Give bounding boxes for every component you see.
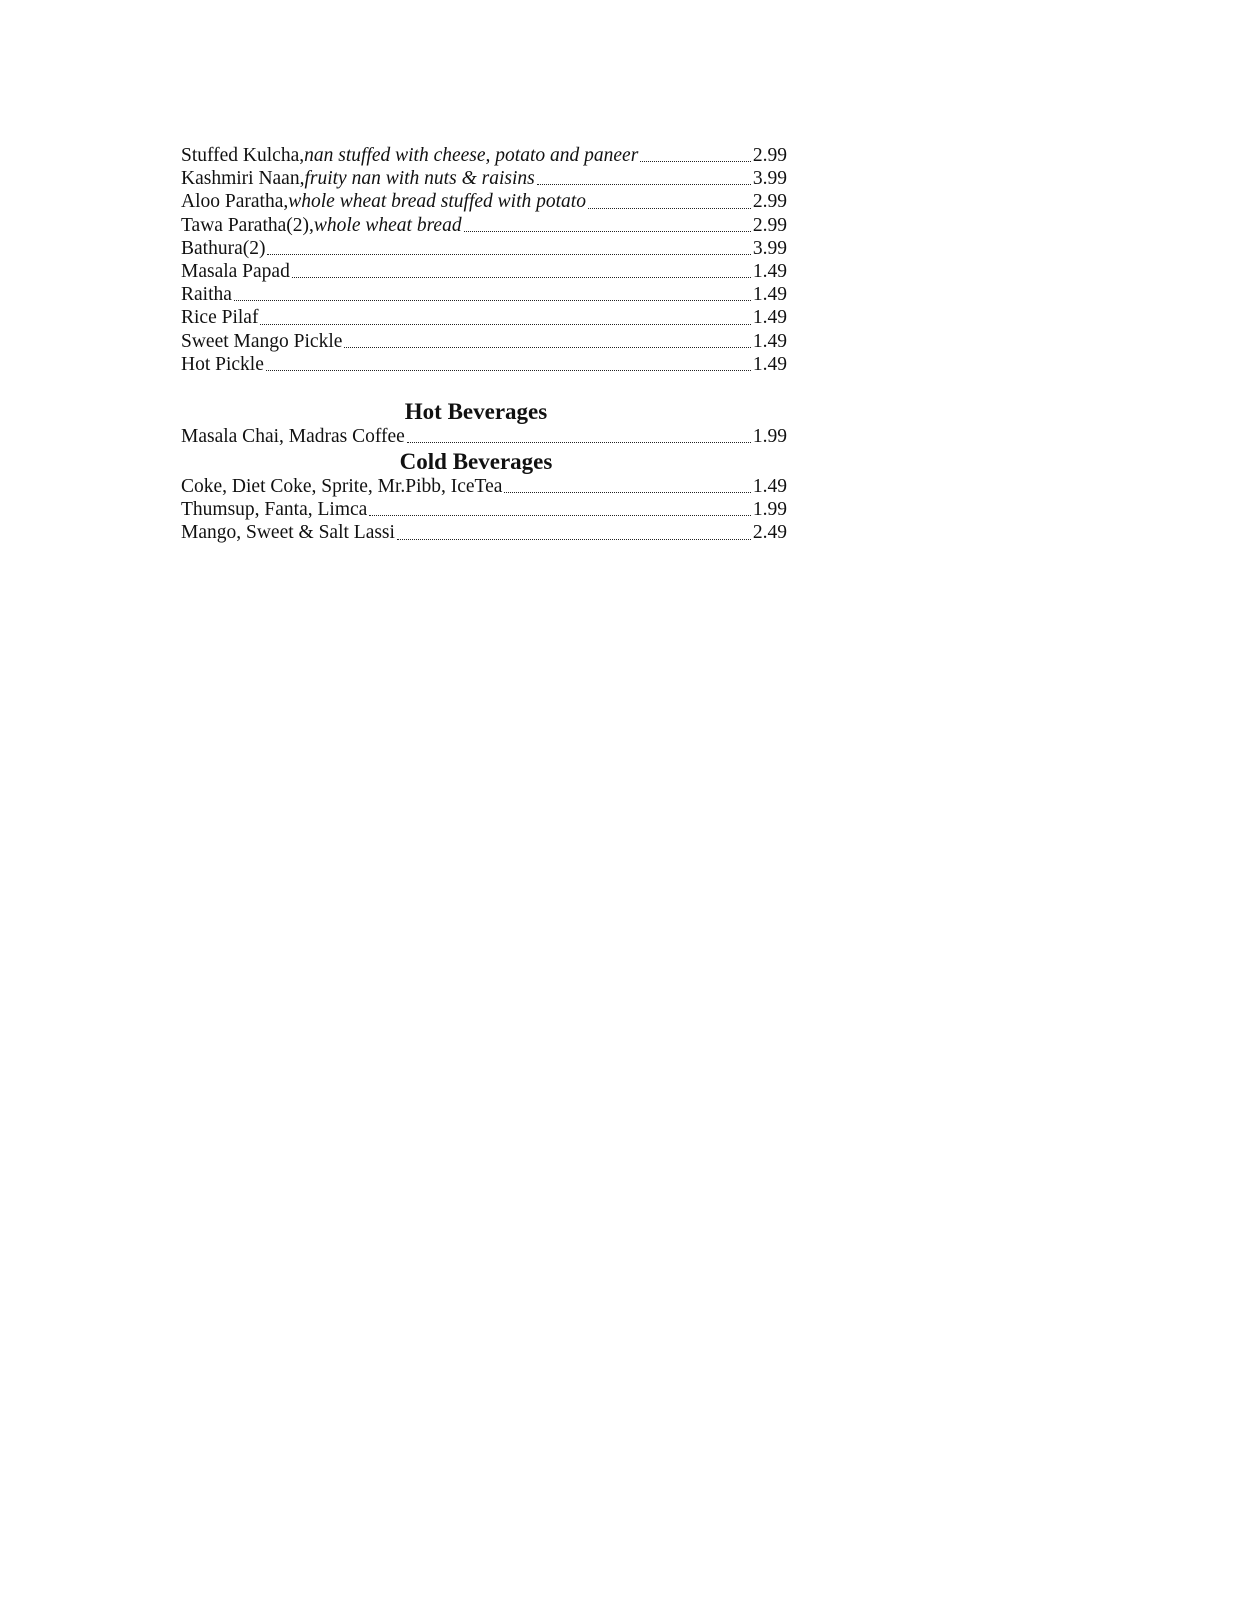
cold-beverages-heading: Cold Beverages bbox=[399, 449, 553, 475]
item-description: fruity nan with nuts & raisins bbox=[304, 168, 535, 190]
dot-leader bbox=[234, 283, 751, 306]
menu-item bbox=[181, 306, 787, 329]
menu-item bbox=[181, 330, 787, 353]
item-name: Rice Pilaf bbox=[181, 307, 259, 329]
dot-leader bbox=[407, 425, 751, 448]
menu-item bbox=[181, 475, 787, 498]
menu-item bbox=[181, 237, 787, 260]
hot-beverages-heading: Hot Beverages bbox=[404, 398, 548, 424]
menu-item bbox=[181, 144, 787, 167]
dot-leader bbox=[588, 190, 751, 213]
dot-leader bbox=[504, 475, 750, 498]
item-name: Masala Chai, Madras Coffee bbox=[181, 425, 405, 447]
dot-leader bbox=[464, 214, 751, 237]
dot-leader bbox=[640, 144, 751, 167]
item-name: Coke, Diet Coke, Sprite, Mr.Pibb, IceTea bbox=[181, 476, 503, 498]
item-price: 1.99 bbox=[752, 425, 787, 447]
menu-item bbox=[181, 283, 787, 306]
item-price: 2.49 bbox=[752, 522, 787, 544]
item-price: 1.49 bbox=[752, 353, 787, 375]
item-name: Tawa Paratha(2), bbox=[181, 214, 314, 236]
item-price: 2.99 bbox=[752, 214, 787, 236]
item-name: Bathura(2) bbox=[181, 237, 266, 259]
item-price: 1.49 bbox=[752, 284, 787, 306]
item-price: 2.99 bbox=[752, 191, 787, 213]
item-name: Masala Papad bbox=[181, 260, 290, 282]
item-price: 1.99 bbox=[752, 499, 787, 521]
menu-item bbox=[181, 498, 787, 521]
item-name: Stuffed Kulcha, bbox=[181, 145, 305, 166]
dot-leader bbox=[369, 498, 751, 521]
menu-item bbox=[181, 190, 787, 213]
item-name: Kashmiri Naan, bbox=[181, 168, 305, 190]
dot-leader bbox=[292, 260, 751, 283]
menu-item bbox=[181, 167, 787, 190]
item-description: whole wheat bread stuffed with potato bbox=[288, 191, 586, 213]
dot-leader bbox=[260, 306, 750, 329]
menu-item bbox=[181, 521, 787, 544]
dot-leader bbox=[266, 353, 751, 376]
item-price: 1.49 bbox=[752, 330, 787, 352]
item-price: 2.99 bbox=[752, 145, 787, 166]
dot-leader bbox=[267, 237, 750, 260]
item-description: nan stuffed with cheese, potato and paneer bbox=[304, 145, 639, 166]
menu-item bbox=[181, 260, 787, 283]
item-name: Raitha bbox=[181, 284, 232, 306]
item-price: 1.49 bbox=[752, 307, 787, 329]
dot-leader bbox=[537, 167, 751, 190]
item-name: Hot Pickle bbox=[181, 353, 264, 375]
item-price: 3.99 bbox=[752, 168, 787, 190]
item-description: whole wheat bread bbox=[313, 214, 462, 236]
item-name: Thumsup, Fanta, Limca bbox=[181, 499, 368, 521]
dot-leader bbox=[397, 521, 751, 544]
item-price: 1.49 bbox=[752, 476, 787, 498]
menu-page bbox=[181, 144, 787, 545]
item-name: Aloo Paratha, bbox=[181, 191, 289, 213]
item-name: Sweet Mango Pickle bbox=[181, 330, 343, 352]
item-price: 3.99 bbox=[752, 237, 787, 259]
item-name: Mango, Sweet & Salt Lassi bbox=[181, 522, 395, 544]
menu-item bbox=[181, 353, 787, 376]
menu-item bbox=[181, 214, 787, 237]
item-price: 1.49 bbox=[752, 260, 787, 282]
dot-leader bbox=[344, 330, 750, 353]
menu-item bbox=[181, 425, 787, 448]
